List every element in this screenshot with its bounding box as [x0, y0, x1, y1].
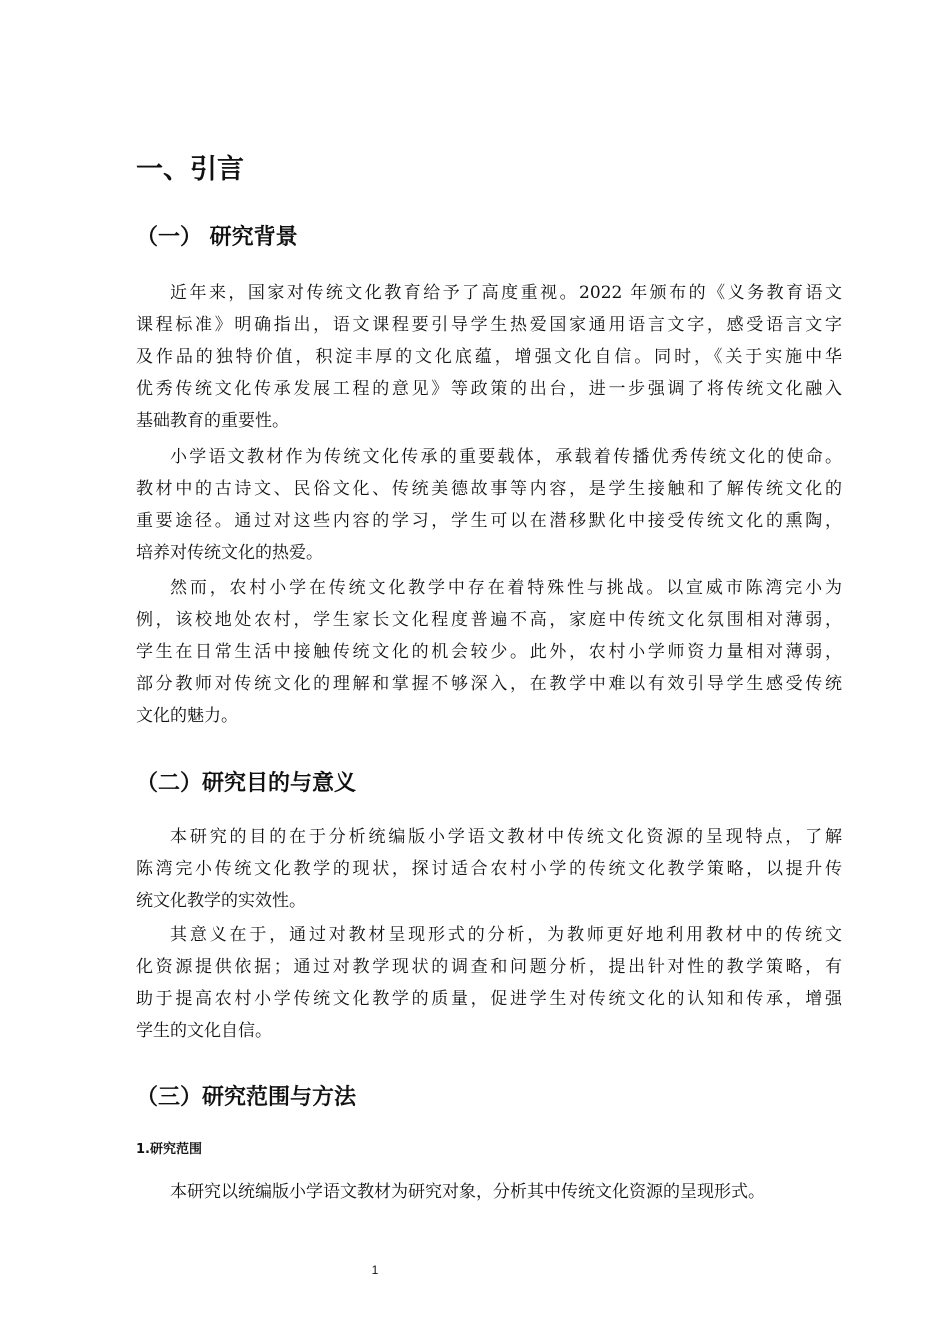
text-line: 助于提高农村小学传统文化教学的质量，促进学生对传统文化的认知和传承，增强 [136, 989, 842, 1009]
section-heading-background: （一） 研究背景 [136, 225, 298, 250]
text-line: 文化的魅力。 [136, 706, 238, 726]
text-line: 基础教育的重要性。 [136, 411, 289, 431]
section-heading-scope: （三）研究范围与方法 [136, 1085, 357, 1110]
text-line: 培养对传统文化的热爱。 [136, 543, 323, 563]
text-line: 重要途径。通过对这些内容的学习，学生可以在潜移默化中接受传统文化的熏陶， [136, 511, 842, 531]
text-line: 优秀传统文化传承发展工程的意见》等政策的出台，进一步强调了将传统文化融入 [136, 379, 842, 399]
text-line: 部分教师对传统文化的理解和掌握不够深入，在教学中难以有效引导学生感受传统 [136, 674, 842, 694]
text-line: 例，该校地处农村，学生家长文化程度普遍不高，家庭中传统文化氛围相对薄弱， [136, 610, 842, 630]
text-line: 学生的文化自信。 [136, 1021, 272, 1041]
text-line: 教材中的古诗文、民俗文化、传统美德故事等内容，是学生接触和了解传统文化的 [136, 479, 842, 499]
paragraph-background-2 [136, 441, 842, 569]
text-line: 课程标准》明确指出，语文课程要引导学生热爱国家通用语言文字，感受语言文字 [136, 315, 842, 335]
section-heading-purpose: （二）研究目的与意义 [136, 771, 357, 796]
text-line: 本研究的目的在于分析统编版小学语文教材中传统文化资源的呈现特点，了解 [170, 827, 842, 847]
text-line: 其意义在于，通过对教材呈现形式的分析，为教师更好地利用教材中的传统文 [170, 925, 842, 945]
text-line: 化资源提供依据；通过对教学现状的调查和问题分析，提出针对性的教学策略，有 [136, 957, 842, 977]
chapter-heading: 一、引言 [136, 154, 244, 185]
paragraph-background-3 [136, 572, 842, 732]
text-line: 统文化教学的实效性。 [136, 891, 306, 911]
paragraph-purpose-2 [136, 919, 842, 1047]
text-line: 陈湾完小传统文化教学的现状，探讨适合农村小学的传统文化教学策略，以提升传 [136, 859, 842, 879]
text-line: 本研究以统编版小学语文教材为研究对象，分析其中传统文化资源的呈现形式。 [170, 1182, 765, 1202]
paragraph-purpose-1 [136, 821, 842, 917]
text-line: 学生在日常生活中接触传统文化的机会较少。此外，农村小学师资力量相对薄弱， [136, 642, 842, 662]
text-line: 近年来，国家对传统文化教育给予了高度重视。2022 年颁布的《义务教育语文 [170, 283, 842, 303]
paragraph-scope-1 [136, 1176, 842, 1208]
page-number: 1 [371, 1263, 379, 1277]
paragraph-background-1 [136, 277, 842, 437]
subsection-heading-scope: 1.研究范围 [136, 1142, 202, 1157]
text-line: 小学语文教材作为传统文化传承的重要载体，承载着传播优秀传统文化的使命。 [170, 447, 842, 467]
text-line: 及作品的独特价值，积淀丰厚的文化底蕴，增强文化自信。同时，《关于实施中华 [136, 347, 842, 367]
text-line: 然而，农村小学在传统文化教学中存在着特殊性与挑战。以宣威市陈湾完小为 [170, 578, 842, 598]
